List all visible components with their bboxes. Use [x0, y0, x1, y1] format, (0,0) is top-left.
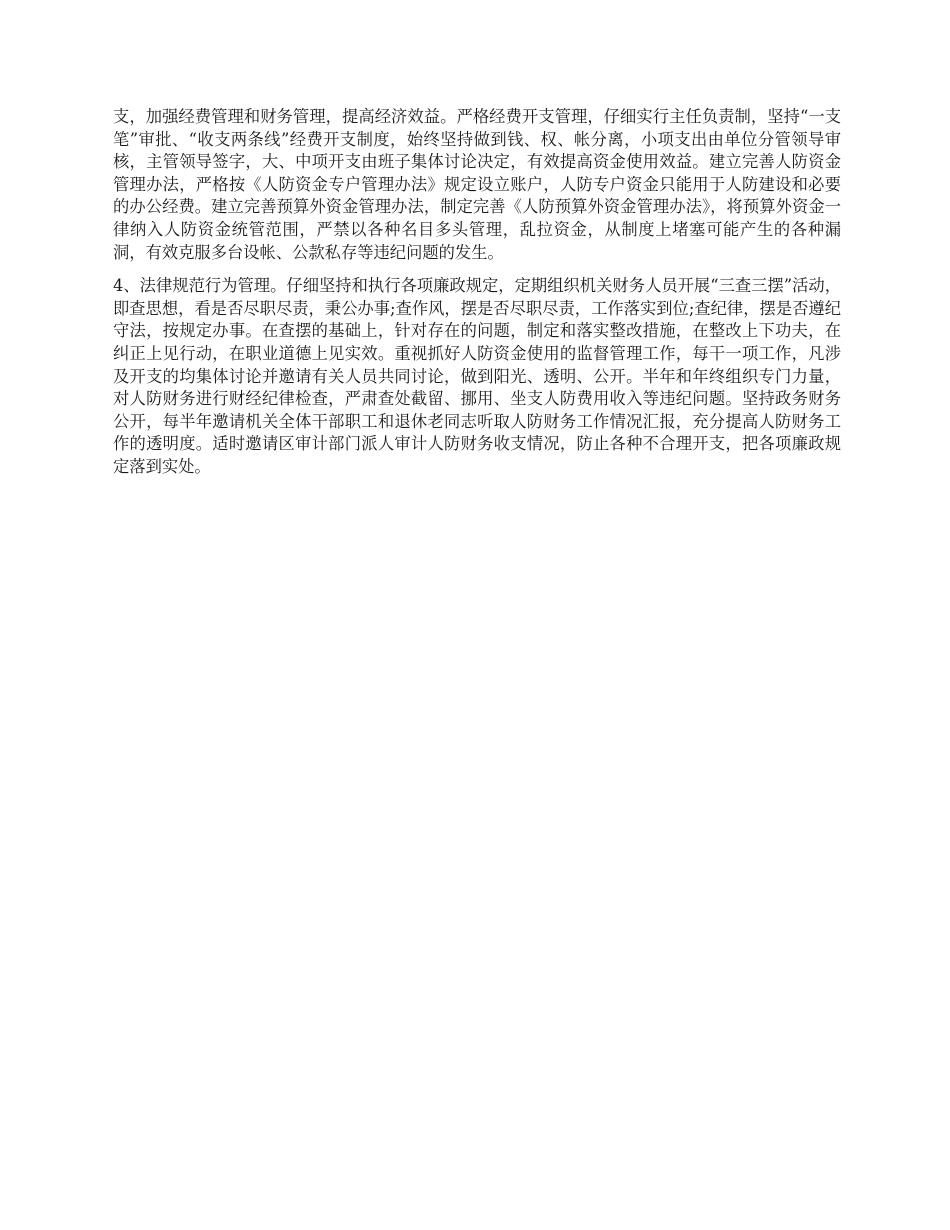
paragraph-legal-conduct-management: 4、法律规范行为管理。仔细坚持和执行各项廉政规定，定期组织机关财务人员开展“三查三摆”活动，即查思想，看是否尽职尽责，秉公办事;查作风，摆是否尽职尽责，工作落实到位;查纪律，摆是否遵纪守法，按规定办事。在查摆的基础上，针对存在的问题，制定和落实整改措施，在整改上下功夫，在纠正上见行动，在职业道德上见实效。重视抓好人防资金使用的监督管理工作，每干一项工作，凡涉及开支的均集体讨论并邀请有关人员共同讨论，做到阳光、透明、公开。半年和年终组织专门力量，对人防财务进行财经纪律检查，严肃查处截留、挪用、坐支人防费用收入等违纪问题。坚持政务财务公开，每半年邀请机关全体干部职工和退休老同志听取人防财务工作情况汇报，充分提高人防财务工作的透明度。适时邀请区审计部门派人审计人防财务收支情况，防止各种不合理开支，把各项廉政规定落到实处。	[113, 276, 841, 476]
paragraph-expense-management: 支，加强经费管理和财务管理，提高经济效益。严格经费开支管理，仔细实行主任负责制，坚持“一支笔”审批、“收支两条线”经费开支制度，始终坚持做到钱、权、帐分离，小项支出由单位分管领导审核，主管领导签字，大、中项开支由班子集体讨论决定，有效提高资金使用效益。建立完善人防资金管理办法，严格按《人防资金专户管理办法》规定设立账户，人防专户资金只能用于人防建设和必要的办公经费。建立完善预算外资金管理办法，制定完善《人防预算外资金管理办法》，将预算外资金一律纳入人防资金统管范围，严禁以各种名目多头管理，乱拉资金，从制度上堵塞可能产生的各种漏洞，有效克服多台设帐、公款私存等违纪问题的发生。	[113, 107, 841, 262]
document-body	[113, 106, 841, 479]
